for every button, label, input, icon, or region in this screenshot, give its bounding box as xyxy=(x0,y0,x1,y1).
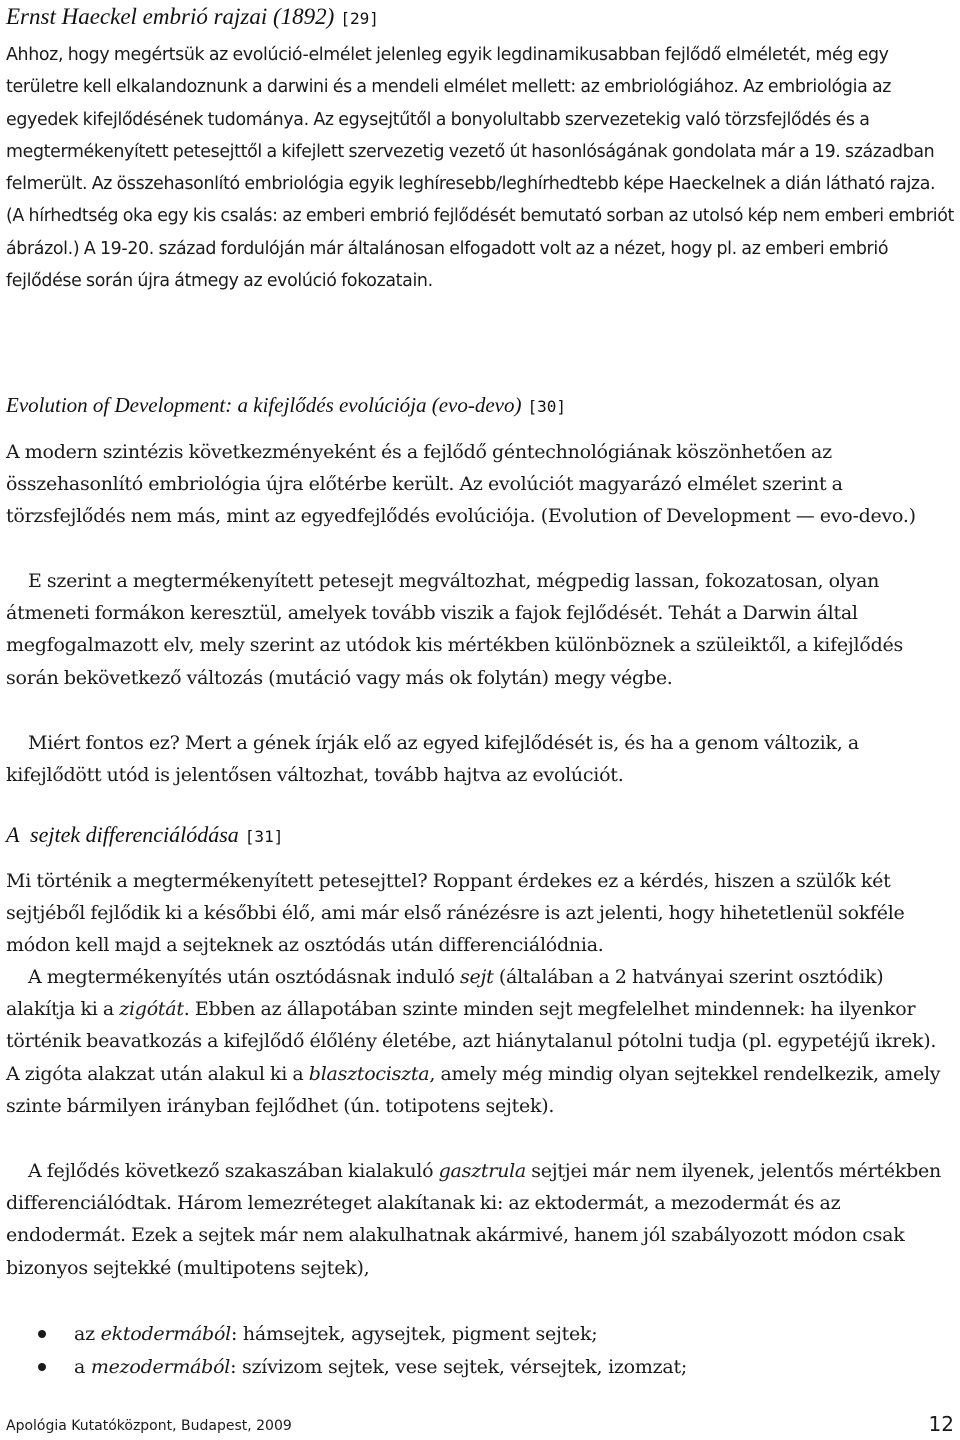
page-footer xyxy=(6,1412,954,1436)
footnote-ref[interactable]: [31] xyxy=(244,827,284,846)
differentiation-paragraph-2 xyxy=(6,961,954,1122)
section-title-differentiation xyxy=(6,822,283,848)
paragraph-text: A megtermékenyítés után osztódásnak induló xyxy=(28,966,461,988)
list-item-text: : hámsejtek, agysejtek, pigment sejtek; xyxy=(230,1323,598,1345)
section-title-evo-devo xyxy=(6,393,566,418)
term-zigota: zigótát xyxy=(119,998,184,1021)
section-title-text: A sejtek differenciálódása xyxy=(6,822,239,847)
bullet-icon xyxy=(38,1363,46,1371)
evo-devo-paragraph-1: A modern szintézis következményeként és a fejlődő géntechnológiának köszönhetően az összehasonlító embriológia újra előtérbe került. Az evolúciót magyarázó elmélet szerint a törzsfejlődés nem más, mint az egyedfejlődés evolúciója. (Evolution of Development — evo-devo.) xyxy=(6,441,916,528)
paragraph-text: E szerint a megtermékenyített petesejt megváltozhat, mégpedig lassan, fokozatosan, olyan átmeneti formákon keresztül, amelyek tovább viszik a fajok fejlődését. Tehát a Darwin által megfogalmazott elv, mely szerint az utódok kis mértékben különböznek a szüleiktől, a kifejlődés során bekövetkező változás (mutáció vagy más ok folytán) megy végbe. xyxy=(6,570,903,689)
footer-publisher: Apológia Kutatóközpont, Budapest, 2009 xyxy=(6,1418,292,1434)
paragraph-text: Miért fontos ez? Mert a gének írják elő az egyed kifejlődését is, és ha a genom változik, a kifejlődött utód is jelentősen változhat, tovább hajtva az evolúciót. xyxy=(6,732,859,787)
term-sejt: sejt xyxy=(460,966,494,988)
term-blasztociszta: blasztociszta xyxy=(308,1062,430,1085)
bullet-icon xyxy=(38,1330,46,1338)
paragraph-text: (általában a 2 hatványai szerint osztódik) alakítja ki a xyxy=(6,966,884,1021)
section-title-text: Ernst Haeckel embrió rajzai (1892) xyxy=(6,4,335,29)
paragraph-text: . Ebben az állapotában szinte minden sejt megfelelhet mindennek: ha ilyenkor történik beavatkozás a kifejlődő élőlény életébe, azt hiánytalanul pótolni tudja (pl. egypetéjű ikrek). A zigóta alakzat után alakul ki a xyxy=(6,998,937,1085)
intro-paragraph: Ahhoz, hogy megértsük az evolúció-elmélet jelenleg egyik legdinamikusabban fejlődő elméletét, még egy területre kell elkalandoznunk a darwini és a mendeli elmélet mellett: az embriológiához. Az embriológia az egyedek kifejlődésének tudománya. Az egysejtűtől a bonyolultabb szervezetekig való törzsfejlődés és a megtermékenyített petesejttől a kifejlett szervezetig vezető út hasonlóságának gondolata már a 19. században felmerült. Az összehasonlító embriológia egyik leghíresebb/leghírhedtebb képe Haeckelnek a dián látható rajza. (A hírhedtség oka egy kis csalás: az emberi embrió fejlődését bemutató sorban az utolsó kép nem emberi embriót ábrázol.) A 19-20. század fordulóján már általánosan elfogadott volt az a nézet, hogy pl. az emberi embrió fejlődése során újra átmegy az evolúció fokozatain. xyxy=(6,45,954,292)
list-item-prefix: a xyxy=(74,1355,91,1378)
list-item-prefix: az xyxy=(74,1323,101,1345)
list-item-text: : szívizom sejtek, vese sejtek, vérsejtek, izomzat; xyxy=(230,1355,688,1378)
germ-layer-list xyxy=(6,1318,687,1383)
evo-devo-paragraph-2 xyxy=(6,565,954,694)
differentiation-paragraph-3 xyxy=(6,1155,954,1284)
page-number: 12 xyxy=(928,1412,954,1436)
footnote-ref[interactable]: [29] xyxy=(340,9,379,28)
term-gasztrula: gasztrula xyxy=(438,1160,526,1182)
paragraph-text: , amely még mindig olyan sejtekkel rendelkezik, amely szinte bármilyen irányban fejlődhet (ún. totipotens sejtek). xyxy=(6,1062,941,1117)
section-title-text: Evolution of Development: a kifejlődés evolúciója (evo-devo) xyxy=(6,393,522,417)
paragraph-text: sejtjei már nem ilyenek, jelentős mértékben differenciálódtak. Három lemezréteget alakítanak ki: az ektodermát, a mezodermát és az endodermát. Ezek a sejtek már nem alakulhatnak akármivé, hanem jól szabályozott módon csak bizonyos sejtekké (multipotens sejtek), xyxy=(6,1160,941,1279)
evo-devo-paragraph-3 xyxy=(6,727,954,791)
section-title-haeckel xyxy=(6,4,379,30)
list-item xyxy=(6,1318,687,1351)
paragraph-text: A fejlődés következő szakaszában kialakuló xyxy=(28,1160,439,1182)
footnote-ref[interactable]: [30] xyxy=(527,397,566,416)
list-item-term: mezodermából xyxy=(90,1355,231,1378)
differentiation-paragraph-1: Mi történik a megtermékenyített petesejttel? Roppant érdekes ez a kérdés, hiszen a szülők két sejtjéből fejlődik ki a későbbi élő, ami már első ránézésre is azt jelenti, hogy hihetetlenül sokféle módon kell majd a sejteknek az osztódás után differenciálódnia. xyxy=(6,870,905,957)
list-item-term: ektodermából xyxy=(100,1323,231,1345)
list-item xyxy=(6,1351,687,1384)
